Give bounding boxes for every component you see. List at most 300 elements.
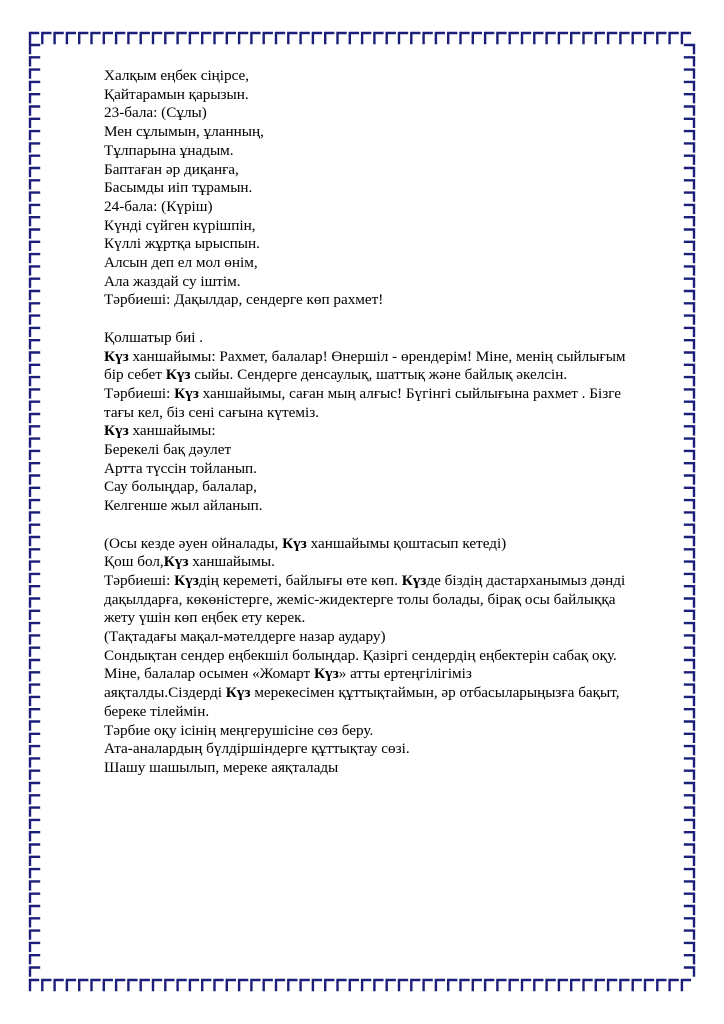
- border-motif: [30, 57, 39, 65]
- border-motif: [30, 45, 39, 53]
- border-motif: [288, 33, 296, 43]
- text-line: Қолшатыр биі .: [104, 328, 204, 346]
- text-span: Қош бол,: [104, 553, 164, 571]
- text-span: ханшайымы.: [188, 553, 275, 571]
- border-motif: [657, 33, 665, 43]
- border-motif: [30, 709, 39, 717]
- border-motif: [30, 968, 39, 976]
- border-motif: [104, 980, 112, 990]
- text-line: Тұлпарына ұнадым.: [104, 141, 234, 159]
- text-span: сыйы. Сендерге денсаулық, шаттық және байлық әкелсін.: [190, 366, 568, 384]
- border-motif: [215, 980, 223, 990]
- border-motif: [30, 414, 39, 422]
- border-motif: [30, 537, 39, 545]
- border-motif: [685, 500, 694, 508]
- text-line: Алсын деп ел мол өнім,: [104, 254, 258, 272]
- border-motif: [685, 931, 694, 939]
- bold-word: Күз: [282, 534, 307, 552]
- text-line: 24-бала: (Күріш): [104, 197, 213, 215]
- text-line: Сондықтан сендер еңбекшіл болыңдар. Қазіргі сендердің еңбектерін сабақ оқу.: [104, 646, 617, 664]
- border-motif: [685, 353, 694, 361]
- text-line: [104, 572, 674, 591]
- border-motif: [215, 33, 223, 43]
- document-body: [104, 67, 674, 778]
- paragraph-gap: [104, 310, 674, 329]
- border-motif: [399, 33, 407, 43]
- border-motif: [30, 832, 39, 840]
- border-motif: [685, 648, 694, 656]
- text-span: ханшайымы, саған мың алғыс! Бүгінгі сыйлығына рахмет . Бізге: [198, 384, 621, 402]
- border-motif: [685, 709, 694, 717]
- text-line: тағы кел, біз сені сағына күтеміз.: [104, 403, 320, 421]
- border-motif: [685, 783, 694, 791]
- text-line: Басымды иіп тұрамын.: [104, 179, 253, 197]
- border-motif: [325, 33, 333, 43]
- border-motif: [685, 266, 694, 274]
- border-motif: [685, 193, 694, 201]
- border-motif: [685, 143, 694, 151]
- border-motif: [448, 980, 456, 990]
- border-motif: [685, 70, 694, 78]
- border-motif: [30, 586, 39, 594]
- border-motif: [685, 488, 694, 496]
- border-motif: [288, 980, 296, 990]
- border-motif: [42, 980, 50, 990]
- text-line: [104, 553, 674, 572]
- border-motif: [424, 33, 432, 43]
- border-motif: [30, 291, 39, 299]
- text-span: ханшайымы қоштасып кетеді): [306, 534, 507, 552]
- border-motif: [584, 980, 592, 990]
- border-motif: [685, 426, 694, 434]
- border-motif: [685, 562, 694, 570]
- bold-word: Күз: [104, 422, 129, 440]
- border-motif: [227, 980, 235, 990]
- border-motif: [685, 131, 694, 139]
- border-motif: [301, 33, 309, 43]
- border-motif: [153, 33, 161, 43]
- paragraph-gap: [104, 516, 674, 535]
- border-motif: [608, 33, 616, 43]
- border-motif: [30, 488, 39, 496]
- text-line: [104, 684, 674, 703]
- border-motif: [645, 33, 653, 43]
- border-motif: [685, 672, 694, 680]
- text-span: » атты ертеңгілігіміз: [338, 665, 472, 683]
- border-motif: [30, 353, 39, 361]
- border-motif: [141, 33, 149, 43]
- border-motif: [30, 426, 39, 434]
- border-motif: [685, 881, 694, 889]
- text-span: бір себет: [104, 366, 166, 384]
- border-motif: [436, 33, 444, 43]
- border-motif: [30, 180, 39, 188]
- border-motif: [685, 758, 694, 766]
- border-motif: [685, 242, 694, 250]
- border-motif: [596, 980, 604, 990]
- border-motif: [350, 33, 358, 43]
- border-motif: [685, 586, 694, 594]
- border-motif: [685, 955, 694, 963]
- border-motif: [685, 549, 694, 557]
- border-motif: [30, 660, 39, 668]
- border-motif: [685, 734, 694, 742]
- border-motif: [165, 33, 173, 43]
- text-line: Күллі жұртқа ырыспын.: [104, 235, 260, 253]
- dialogue-section: [104, 329, 674, 516]
- border-motif: [55, 980, 63, 990]
- border-motif: [30, 562, 39, 570]
- closing-section: [104, 535, 674, 778]
- border-motif: [264, 980, 272, 990]
- text-line: Берекелі бақ дәулет: [104, 441, 232, 459]
- border-motif: [30, 783, 39, 791]
- border-motif: [227, 33, 235, 43]
- border-motif: [485, 980, 493, 990]
- border-motif: [30, 451, 39, 459]
- text-span: мерекесімен құттықтаймын, әр отбасыларыңызға бақыт,: [250, 684, 620, 702]
- border-motif: [276, 33, 284, 43]
- border-motif: [559, 33, 567, 43]
- border-motif: [436, 980, 444, 990]
- text-line: береке тілеймін.: [104, 702, 210, 720]
- text-span: Міне, балалар осымен «Жомарт: [104, 665, 314, 683]
- border-motif: [685, 894, 694, 902]
- border-motif: [685, 57, 694, 65]
- border-motif: [685, 943, 694, 951]
- border-motif: [685, 205, 694, 213]
- border-motif: [685, 808, 694, 816]
- border-motif: [411, 33, 419, 43]
- border-motif: [362, 980, 370, 990]
- border-motif: [497, 980, 505, 990]
- border-motif: [685, 340, 694, 348]
- border-motif: [497, 33, 505, 43]
- border-motif: [510, 980, 518, 990]
- border-motif: [657, 980, 665, 990]
- border-motif: [79, 980, 87, 990]
- bold-word: Күз: [163, 553, 189, 571]
- border-motif: [30, 771, 39, 779]
- border-motif: [30, 857, 39, 865]
- border-motif: [30, 635, 39, 643]
- border-motif: [571, 33, 579, 43]
- border-motif: [30, 722, 39, 730]
- border-motif: [685, 832, 694, 840]
- border-motif: [461, 33, 469, 43]
- bold-word: Күз: [313, 665, 339, 683]
- border-motif: [30, 611, 39, 619]
- text-line: Қайтарамын қарызын.: [104, 85, 249, 103]
- border-motif: [685, 697, 694, 705]
- text-line: Баптаған әр диқанға,: [104, 160, 239, 178]
- bold-word: Күз: [401, 571, 427, 589]
- border-motif: [534, 33, 542, 43]
- border-motif: [30, 746, 39, 754]
- text-span: де біздің дастарханымыз дәнді: [426, 571, 626, 589]
- border-motif: [251, 980, 259, 990]
- border-motif: [30, 820, 39, 828]
- border-motif: [325, 980, 333, 990]
- border-motif: [30, 254, 39, 262]
- border-motif: [685, 525, 694, 533]
- border-motif: [30, 918, 39, 926]
- border-motif: [485, 33, 493, 43]
- text-line: Күнді сүйген күрішпін,: [104, 216, 256, 234]
- border-motif: [264, 33, 272, 43]
- border-motif: [685, 328, 694, 336]
- border-motif: [584, 33, 592, 43]
- border-motif: [30, 795, 39, 803]
- border-motif: [116, 33, 124, 43]
- border-motif: [534, 980, 542, 990]
- border-motif: [30, 943, 39, 951]
- border-motif: [473, 980, 481, 990]
- border-motif: [42, 33, 50, 43]
- text-line: дақылдарға, көкөністерге, жеміс-жидектерге толы болады, бірақ осы байлыққа: [104, 590, 616, 608]
- text-span: Тәрбиеші:: [104, 384, 175, 402]
- border-motif: [30, 316, 39, 324]
- border-motif: [128, 33, 136, 43]
- bold-word: Күз: [104, 347, 129, 365]
- border-motif: [547, 980, 555, 990]
- poem-section: [104, 67, 674, 310]
- border-motif: [424, 980, 432, 990]
- text-span: ханшайымы: Рахмет, балалар! Өнершіл - өрендерім! Міне, менің сыйлығым: [128, 347, 626, 365]
- border-motif: [685, 599, 694, 607]
- border-motif: [202, 33, 210, 43]
- border-motif: [387, 980, 395, 990]
- bold-word: Күз: [174, 384, 199, 402]
- border-motif: [682, 980, 690, 990]
- border-motif: [685, 968, 694, 976]
- border-motif: [30, 980, 38, 990]
- border-motif: [387, 33, 395, 43]
- border-motif: [685, 685, 694, 693]
- border-motif: [141, 980, 149, 990]
- border-motif: [313, 33, 321, 43]
- bold-word: Күз: [165, 366, 191, 384]
- border-motif: [685, 414, 694, 422]
- border-motif: [685, 45, 694, 53]
- border-motif: [685, 389, 694, 397]
- border-motif: [685, 365, 694, 373]
- border-motif: [685, 869, 694, 877]
- text-line: Тәрбиеші: Дақылдар, сендерге көп рахмет!: [104, 291, 384, 309]
- text-span: Тәрбиеші:: [104, 571, 175, 589]
- border-motif: [30, 463, 39, 471]
- text-line: [104, 385, 674, 404]
- border-motif: [685, 168, 694, 176]
- border-motif: [30, 439, 39, 447]
- border-motif: [473, 33, 481, 43]
- border-motif: [685, 857, 694, 865]
- border-motif: [30, 193, 39, 201]
- border-motif: [362, 33, 370, 43]
- border-motif: [547, 33, 555, 43]
- border-motif: [30, 672, 39, 680]
- border-motif: [190, 33, 198, 43]
- text-line: Шашу шашылып, мереке аяқталады: [104, 758, 339, 776]
- border-motif: [685, 476, 694, 484]
- border-motif: [30, 549, 39, 557]
- border-motif: [178, 980, 186, 990]
- border-motif: [30, 107, 39, 115]
- border-motif: [92, 33, 100, 43]
- text-line: [104, 665, 674, 684]
- border-motif: [685, 611, 694, 619]
- border-motif: [30, 476, 39, 484]
- border-motif: [559, 980, 567, 990]
- border-motif: [116, 980, 124, 990]
- border-motif: [461, 980, 469, 990]
- border-motif: [685, 918, 694, 926]
- text-line: Мен сұлымын, ұланның,: [104, 123, 264, 141]
- text-line: Сау болыңдар, балалар,: [104, 478, 257, 496]
- text-span: ханшайымы:: [128, 422, 216, 440]
- border-motif: [685, 107, 694, 115]
- border-motif: [685, 82, 694, 90]
- border-motif: [30, 648, 39, 656]
- border-motif: [645, 980, 653, 990]
- border-motif: [30, 931, 39, 939]
- border-motif: [30, 697, 39, 705]
- text-line: жету үшін көп еңбек ету керек.: [104, 609, 306, 627]
- text-span: дің кереметі, байлығы өте көп.: [198, 571, 402, 589]
- border-motif: [30, 168, 39, 176]
- border-motif: [30, 955, 39, 963]
- border-motif: [685, 217, 694, 225]
- border-motif: [685, 463, 694, 471]
- border-motif: [30, 869, 39, 877]
- border-motif: [276, 980, 284, 990]
- border-motif: [338, 980, 346, 990]
- border-motif: [30, 734, 39, 742]
- border-motif: [30, 279, 39, 287]
- border-motif: [30, 33, 38, 43]
- text-line: [104, 535, 674, 554]
- border-motif: [239, 980, 247, 990]
- border-motif: [685, 820, 694, 828]
- text-line: Ала жаздай су іштім.: [104, 272, 241, 290]
- border-motif: [685, 254, 694, 262]
- border-motif: [30, 205, 39, 213]
- border-motif: [633, 33, 641, 43]
- border-motif: [685, 574, 694, 582]
- border-motif: [67, 980, 75, 990]
- border-motif: [30, 906, 39, 914]
- border-motif: [30, 758, 39, 766]
- border-motif: [685, 537, 694, 545]
- border-motif: [522, 980, 530, 990]
- text-line: [104, 366, 674, 385]
- border-motif: [30, 82, 39, 90]
- border-motif: [685, 402, 694, 410]
- border-motif: [670, 33, 678, 43]
- border-motif: [685, 316, 694, 324]
- border-motif: [30, 365, 39, 373]
- border-motif: [522, 33, 530, 43]
- border-motif: [685, 94, 694, 102]
- border-motif: [30, 340, 39, 348]
- text-line: Келгенше жыл айланып.: [104, 497, 263, 515]
- border-motif: [685, 180, 694, 188]
- bold-word: Күз: [174, 571, 199, 589]
- border-motif: [190, 980, 198, 990]
- border-motif: [633, 980, 641, 990]
- border-motif: [608, 980, 616, 990]
- border-motif: [30, 389, 39, 397]
- text-line: [104, 348, 674, 367]
- border-motif: [30, 512, 39, 520]
- border-motif: [685, 279, 694, 287]
- border-motif: [30, 119, 39, 127]
- border-motif: [30, 808, 39, 816]
- border-motif: [30, 894, 39, 902]
- border-motif: [30, 328, 39, 336]
- border-motif: [30, 599, 39, 607]
- border-motif: [571, 980, 579, 990]
- border-motif: [30, 217, 39, 225]
- border-motif: [30, 685, 39, 693]
- border-motif: [67, 33, 75, 43]
- border-motif: [685, 635, 694, 643]
- border-motif: [620, 33, 628, 43]
- border-motif: [178, 33, 186, 43]
- border-motif: [79, 33, 87, 43]
- border-motif: [92, 980, 100, 990]
- border-motif: [685, 722, 694, 730]
- border-motif: [685, 303, 694, 311]
- text-line: Артта түссін тойланып.: [104, 459, 257, 477]
- text-line: Халқым еңбек сіңірсе,: [104, 67, 250, 84]
- bold-word: Күз: [225, 684, 251, 702]
- border-motif: [30, 70, 39, 78]
- border-motif: [239, 33, 247, 43]
- border-motif: [685, 512, 694, 520]
- border-motif: [128, 980, 136, 990]
- text-line: Ата-аналардың бүлдіршіндерге құттықтау сөзі.: [104, 740, 410, 758]
- border-motif: [30, 242, 39, 250]
- border-motif: [30, 377, 39, 385]
- border-motif: [301, 980, 309, 990]
- text-line: [104, 422, 674, 441]
- text-line: 23-бала: (Сұлы): [104, 104, 207, 122]
- border-motif: [104, 33, 112, 43]
- border-motif: [30, 131, 39, 139]
- border-motif: [30, 402, 39, 410]
- border-motif: [510, 33, 518, 43]
- text-span: (Осы кезде әуен ойналады,: [104, 534, 283, 552]
- border-motif: [374, 980, 382, 990]
- border-motif: [313, 980, 321, 990]
- border-motif: [55, 33, 63, 43]
- border-motif: [685, 746, 694, 754]
- border-motif: [202, 980, 210, 990]
- border-motif: [399, 980, 407, 990]
- border-motif: [685, 230, 694, 238]
- border-motif: [685, 439, 694, 447]
- border-motif: [685, 377, 694, 385]
- border-motif: [685, 660, 694, 668]
- border-motif: [30, 143, 39, 151]
- border-motif: [30, 845, 39, 853]
- border-motif: [682, 33, 690, 43]
- border-motif: [30, 881, 39, 889]
- border-motif: [685, 845, 694, 853]
- border-motif: [30, 525, 39, 533]
- border-motif: [411, 980, 419, 990]
